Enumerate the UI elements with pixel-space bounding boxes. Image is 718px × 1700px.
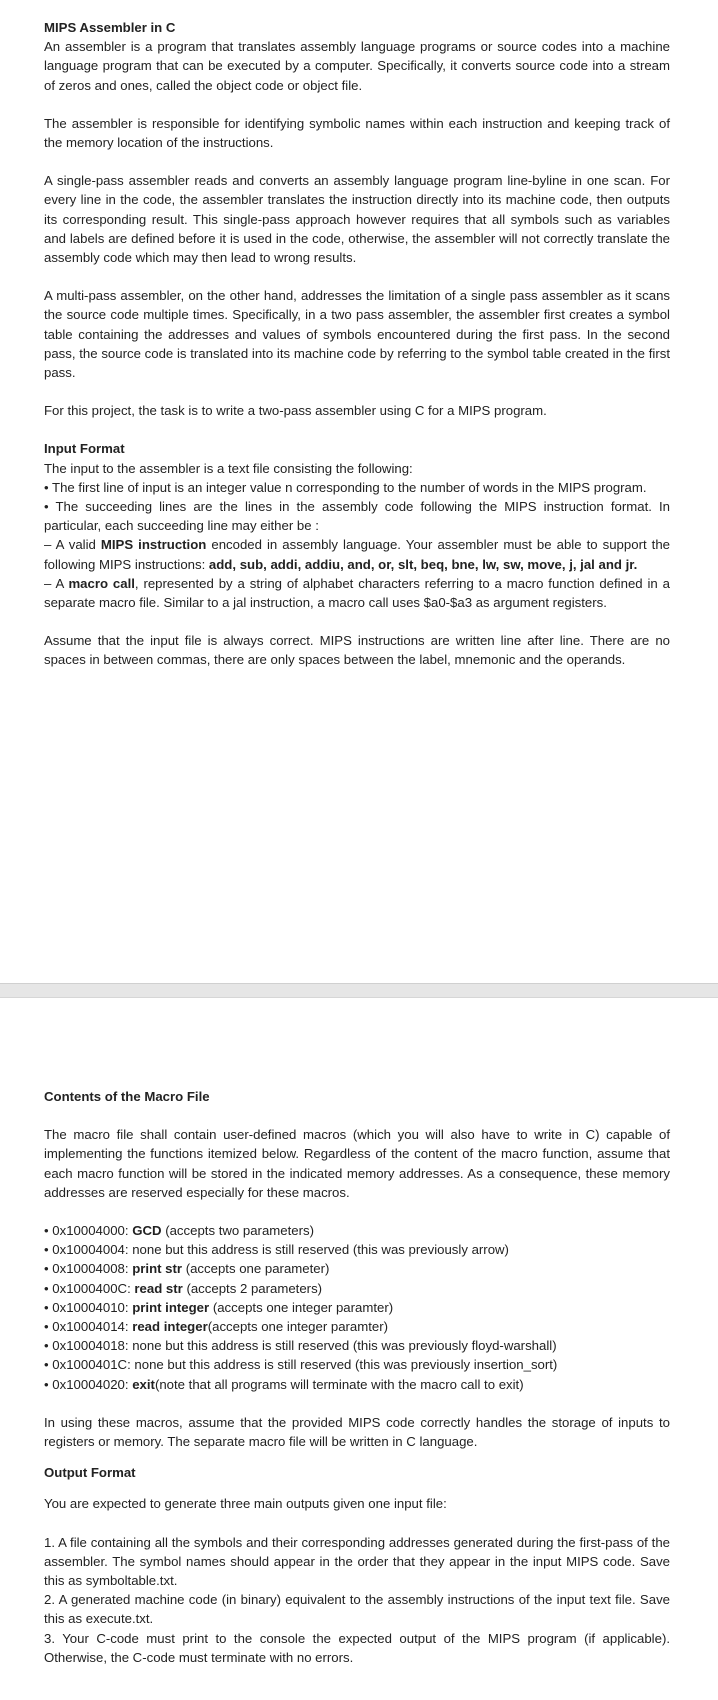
output-format-heading: Output Format [44,1465,136,1481]
document-page-2 [0,997,718,1700]
document-title: MIPS Assembler in C [44,20,176,35]
output-item-2: 2. A generated machine code (in binary) equivalent to the assembly instructions of the input text file. Save this as execute.txt. [44,1592,670,1627]
input-intro: The input to the assembler is a text file consisting the following: [44,460,413,476]
single-pass-paragraph: A single-pass assembler reads and converts an assembly language program line-byline in one scan. For every line in the code, the assembler translates the instruction directly into its machine code, then outputs its corresponding result. This single-pass approach however requires that all symbols such as variables and labels are defined before it is used in the code, otherwise, the assembler will not correctly translate the assembly code which may then lead to wrong results. [44,173,670,266]
macro-intro-paragraph: The macro file shall contain user-defined macros (which you will also have to write in C) capable of implementing the functions itemized below. Regardless of the content of the macro function, assume that each macro function will be stored in the indicated memory addresses. As a consequence, these memory addresses are reserved especially for these macros. [44,1127,670,1200]
input-bullet-1: • The first line of input is an integer value n corresponding to the number of words in the MIPS program. [44,479,647,495]
intro-paragraph: An assembler is a program that translates assembly language programs or source codes into a machine language program that can be executed by a computer. Specifically, it converts source code into a stream of zeros and ones, called the object code or object file. [44,39,670,93]
input-bullet-2: • The succeeding lines are the lines in the assembly code following the MIPS instruction format. In particular, each succeeding line may either be : [44,499,670,534]
macro-note-paragraph: In using these macros, assume that the provided MIPS code correctly handles the storage of inputs to registers or memory. The separate macro file will be written in C language. [44,1414,670,1450]
input-format-heading: Input Format [44,441,125,457]
macro-list-item: • 0x10004000: GCD (accepts two parameters) [44,1223,314,1239]
input-dash-2: – A macro call, represented by a string of alphabet characters referring to a macro function defined in a separate macro file. Similar to a jal instruction, a macro call uses $a0-$a3 as argument registers. [44,575,670,611]
assume-paragraph: Assume that the input file is always correct. MIPS instructions are written line after line. There are no spaces in between commas, there are only spaces between the label, mnemonic and the operands. [44,633,670,668]
page-2-content [44,1087,670,1667]
symbolic-paragraph: The assembler is responsible for identifying symbolic names within each instruction and keeping track of the memory location of the instructions. [44,115,670,151]
output-item-1: 1. A file containing all the symbols and their corresponding addresses generated during the first-pass of the assembler. The symbol names should appear in the order that they appear in the input MIPS code. Save this as symboltable.txt. [44,1534,670,1589]
macro-file-heading: Contents of the Macro File [44,1089,210,1104]
macro-list-item: • 0x10004014: read integer(accepts one integer paramter) [44,1319,389,1335]
input-dash-1: – A valid MIPS instruction encoded in assembly language. Your assembler must be able to support the following MIPS instructions: add, sub, addi, addiu, and, or, slt, beq, bne, lw, sw, move, j, jal and jr. [44,537,670,572]
macro-list-item: • 0x1000401C: none but this address is still reserved (this was previously insertion_sort) [44,1357,558,1373]
macro-address-list [44,1221,670,1394]
macro-list-item: • 0x10004008: print str (accepts one parameter) [44,1261,330,1277]
macro-list-item: • 0x10004010: print integer (accepts one integer paramter) [44,1299,394,1315]
multi-pass-paragraph: A multi-pass assembler, on the other hand, addresses the limitation of a single pass assembler as it scans the source code multiple times. Specifically, in a two pass assembler, the assembler first creates a symbol table containing the addresses and values of symbols encountered during the first pass. In the second pass, the source code is translated into its machine code by referring to the symbol table created in the first pass. [44,288,670,381]
output-item-3: 3. Your C-code must print to the console the expected output of the MIPS program (if applicable). Otherwise, the C-code must terminate with no errors. [44,1630,670,1665]
task-paragraph: For this project, the task is to write a two-pass assembler using C for a MIPS program. [44,403,547,419]
macro-list-item: • 0x10004018: none but this address is still reserved (this was previously floyd-warshall) [44,1338,557,1354]
macro-list-item: • 0x10004020: exit(note that all programs will terminate with the macro call to exit) [44,1376,524,1392]
page-divider [0,983,718,998]
output-intro: You are expected to generate three main outputs given one input file: [44,1496,447,1512]
page-1-content [44,18,670,670]
macro-list-item: • 0x1000400C: read str (accepts 2 parameters) [44,1280,323,1296]
macro-list-item: • 0x10004004: none but this address is still reserved (this was previously arrow) [44,1242,509,1258]
